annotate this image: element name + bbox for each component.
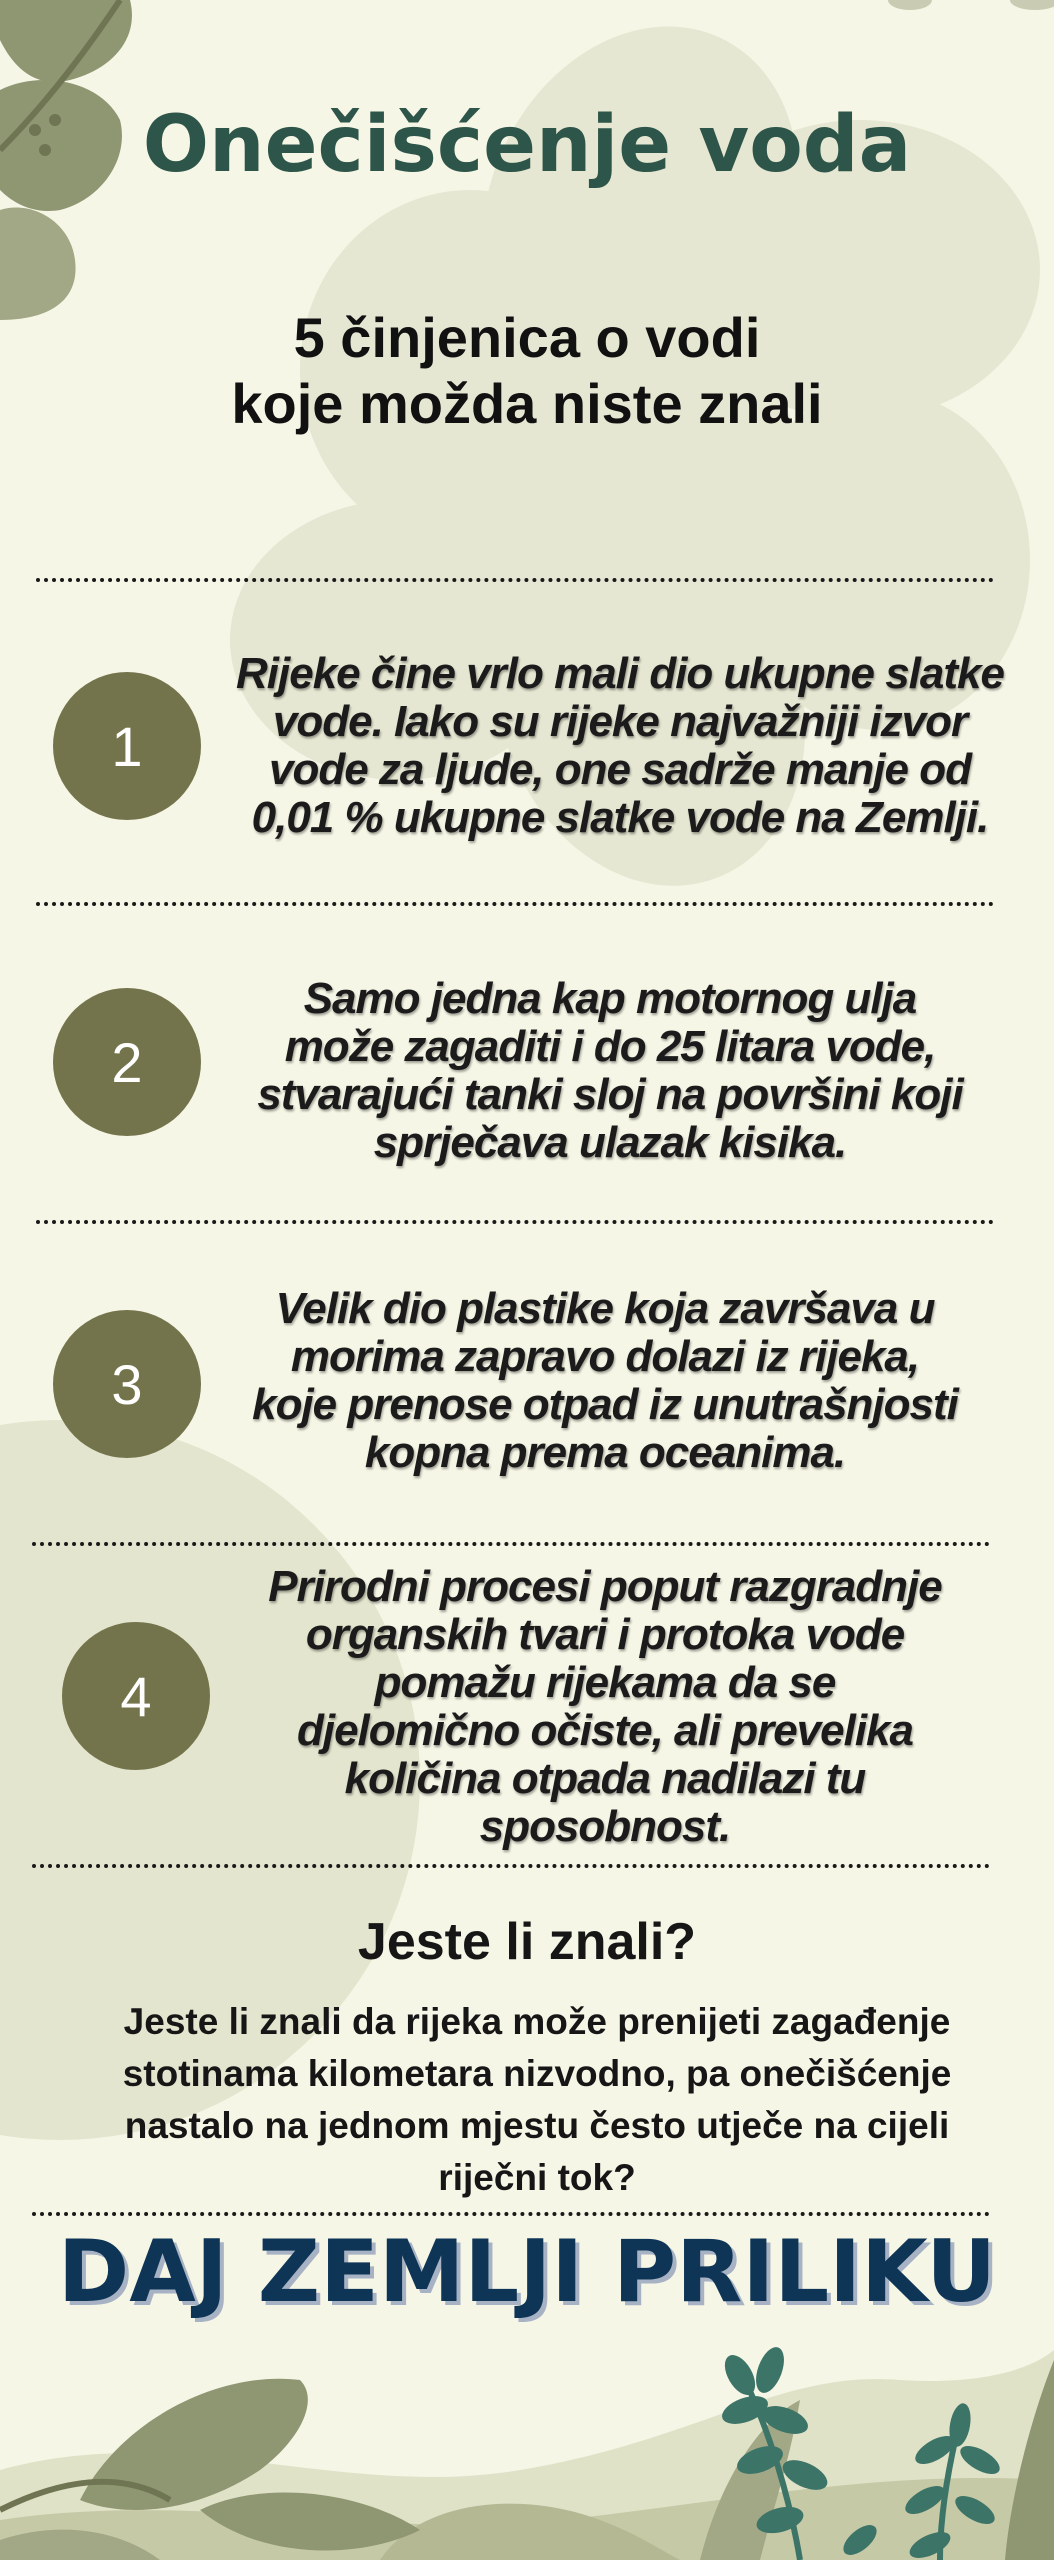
did-you-know-text — [40, 1996, 1034, 2204]
did-you-know-line: nastalo na jednom mjestu često utječe na cijeli — [124, 2105, 950, 2146]
fact-4-line: organskih tvari i protoka vode — [305, 1610, 905, 1659]
fact-1-line: vode. Iako su rijeke najvažniji izvor — [272, 697, 968, 746]
fact-1-line: Rijeke čine vrlo mali dio ukupne slatke — [236, 649, 1004, 698]
fact-4-line: Prirodni procesi poput razgradnje — [268, 1562, 942, 1611]
fact-text-4 — [200, 1563, 1010, 1851]
fact-4-line: djelomično očiste, ali prevelika — [296, 1706, 914, 1755]
divider-4 — [32, 1542, 990, 1546]
fact-number-4: 4 — [62, 1622, 210, 1770]
page-title: Onečišćenje voda — [142, 100, 912, 190]
divider-5 — [32, 1864, 990, 1868]
divider-3 — [36, 1220, 994, 1224]
fact-3-line: Velik dio plastike koja završava u — [275, 1284, 935, 1333]
did-you-know-line: Jeste li znali da rijeka može prenijeti zagađenje — [123, 2001, 951, 2042]
slogan: DAJ ZEMLJI PRILIKU — [57, 2222, 997, 2322]
subtitle-line-1: 5 činjenica o vodi — [293, 306, 761, 369]
fact-3-line: koje prenose otpad iz unutrašnjosti — [252, 1380, 958, 1429]
did-you-know-line: stotinama kilometara nizvodno, pa onečišćenje — [122, 2053, 952, 2094]
fact-3-line: morima zapravo dolazi iz rijeka, — [290, 1332, 920, 1381]
divider-6 — [32, 2212, 990, 2216]
divider-2 — [36, 902, 994, 906]
fact-text-3 — [200, 1285, 1010, 1477]
fact-2-line: stvarajući tanki sloj na površini koji — [257, 1070, 963, 1119]
divider-1 — [36, 578, 994, 582]
fact-3-line: kopna prema oceanima. — [364, 1428, 846, 1477]
fact-1-line: vode za ljude, one sadrže manje od — [269, 745, 971, 794]
fact-2-line: Samo jedna kap motornog ulja — [303, 974, 917, 1023]
fact-number-1: 1 — [53, 672, 201, 820]
did-you-know-line: riječni tok? — [438, 2157, 636, 2198]
fact-number-2: 2 — [53, 988, 201, 1136]
fact-4-line: količina otpada nadilazi tu — [344, 1754, 866, 1803]
fact-1-line: 0,01 % ukupne slatke vode na Zemlji. — [251, 793, 989, 842]
fact-number-3: 3 — [53, 1310, 201, 1458]
fact-text-2 — [210, 975, 1010, 1167]
subtitle-line-2: koje možda niste znali — [231, 372, 823, 435]
subtitle — [0, 305, 1054, 437]
did-you-know-title: Jeste li znali? — [357, 1913, 697, 1971]
fact-2-line: može zagaditi i do 25 litara vode, — [284, 1022, 936, 1071]
fact-2-line: sprječava ulazak kisika. — [373, 1118, 847, 1167]
fact-text-1 — [190, 650, 1050, 842]
fact-4-line: sposobnost. — [479, 1802, 731, 1851]
fact-4-line: pomažu rijekama da se — [374, 1658, 836, 1707]
